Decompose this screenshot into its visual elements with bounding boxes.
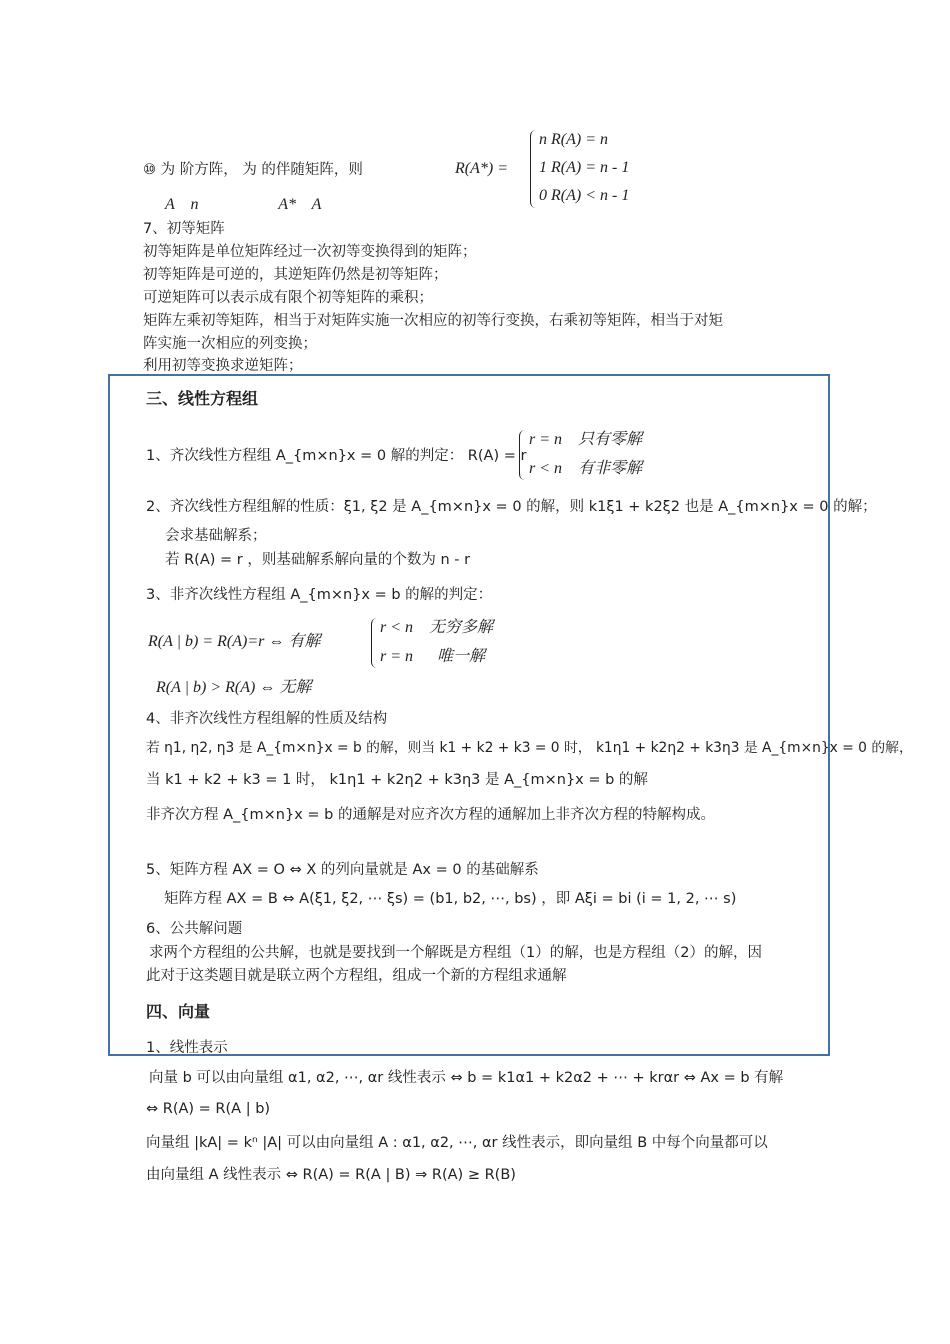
sec3-p4a: 若 η1, η2, η3 是 A_{m×n}x = b 的解，则当 k1 + k2 + k3 = 0 时， k1η1 + k2η2 + k3η3 是 A_{m×n}x = 0 的解， xyxy=(146,740,913,756)
sec3-p4: 4、非齐次线性方程组解的性质及结构 xyxy=(146,711,388,727)
item10-lhs: R(A*) = xyxy=(455,160,508,177)
sec7-line: 矩阵左乘初等矩阵，相当于对矩阵实施一次相应的初等行变换，右乘初等矩阵，相当于对矩 xyxy=(143,313,723,329)
sec7-line: 利用初等变换求逆矩阵； xyxy=(143,358,303,374)
sec3-p1: 1、齐次线性方程组 A_{m×n}x = 0 解的判定： R(A) = r xyxy=(146,448,527,464)
sec3-p3: 3、非齐次线性方程组 A_{m×n}x = b 的解的判定： xyxy=(146,587,493,603)
sec3-p1-case-2: r < n 有非零解 xyxy=(529,460,643,477)
section-title-linear-equations: 三、线性方程组 xyxy=(146,389,259,408)
sec3-p2b: 若 R(A) = r ，则基础解系解向量的个数为 n - r xyxy=(165,552,471,568)
sec7-line: 阵实施一次相应的列变换； xyxy=(143,336,317,352)
sec3-p5: 5、矩阵方程 AX = O ⇔ X 的列向量就是 Ax = 0 的基础解系 xyxy=(146,862,539,878)
sec4-p1: 1、线性表示 xyxy=(146,1040,228,1056)
sec3-p2: 2、齐次线性方程组解的性质：ξ1, ξ2 是 A_{m×n}x = 0 的解，则 k1ξ1 + k2ξ2 也是 A_{m×n}x = 0 的解； xyxy=(146,499,877,515)
sec3-p3-case-2: r = n 唯一解 xyxy=(380,648,486,665)
sec7-line: 初等矩阵是可逆的，其逆矩阵仍然是初等矩阵； xyxy=(143,267,448,283)
sec3-p3-brace xyxy=(371,618,379,668)
sec4-p1a: 向量 b 可以由向量组 α1, α2, ⋯, αr 线性表示 ⇔ b = k1α1 + k2α2 + ⋯ + krαr ⇔ Ax = b 有解 xyxy=(149,1070,784,1086)
sec4-p1c: 向量组 |kA| = kⁿ |A| 可以由向量组 A : α1, α2, ⋯, αr 线性表示，即向量组 B 中每个向量都可以 xyxy=(146,1135,768,1151)
sec3-p1-brace xyxy=(519,430,527,480)
sec3-p3a: R(A | b) = R(A)=r ⇔ 有解 xyxy=(148,633,321,650)
sec3-p4c: 非齐次方程 A_{m×n}x = b 的通解是对应齐次方程的通解加上非齐次方程的特解构成。 xyxy=(146,807,715,823)
sec3-p1-case-1: r = n 只有零解 xyxy=(529,431,643,448)
sec4-p1b: ⇔ R(A) = R(A | b) xyxy=(146,1101,271,1117)
sec3-p3-case-1: r < n 无穷多解 xyxy=(380,619,494,636)
item10-vars: A n A* A xyxy=(165,196,322,213)
sec7-title: 7、初等矩阵 xyxy=(143,221,225,237)
sec3-p3b: R(A | b) > R(A) ⇔ 无解 xyxy=(156,679,312,696)
item10-case-3: 0 R(A) < n - 1 xyxy=(539,187,630,204)
sec4-p1d: 由向量组 A 线性表示 ⇔ R(A) = R(A | B) ⇒ R(A) ≥ R(B) xyxy=(146,1167,516,1183)
item10-brace xyxy=(530,130,539,208)
sec7-line: 可逆矩阵可以表示成有限个初等矩阵的乘积； xyxy=(143,290,433,306)
section-title-vectors: 四、向量 xyxy=(146,1002,211,1021)
sec3-p5a: 矩阵方程 AX = B ⇔ A(ξ1, ξ2, ⋯ ξs) = (b1, b2, ⋯, bs) ，即 Aξi = bi (i = 1, 2, ⋯ s) xyxy=(164,891,737,907)
item10-case-2: 1 R(A) = n - 1 xyxy=(539,159,630,176)
sec7-line: 初等矩阵是单位矩阵经过一次初等变换得到的矩阵； xyxy=(143,244,477,260)
sec3-p6: 6、公共解问题 xyxy=(146,921,243,937)
sec3-p6a: 求两个方程组的公共解，也就是要找到一个解既是方程组（1）的解，也是方程组（2）的解，因 xyxy=(149,945,762,961)
sec3-p2a: 会求基础解系； xyxy=(165,528,267,544)
sec3-p4b: 当 k1 + k2 + k3 = 1 时， k1η1 + k2η2 + k3η3 是 A_{m×n}x = b 的解 xyxy=(146,772,648,788)
item10-case-1: n R(A) = n xyxy=(539,131,608,148)
item10-text: ⑩ 为 阶方阵， 为 的伴随矩阵，则 xyxy=(143,162,363,178)
sec3-p6b: 此对于这类题目就是联立两个方程组，组成一个新的方程组求通解 xyxy=(146,968,567,984)
